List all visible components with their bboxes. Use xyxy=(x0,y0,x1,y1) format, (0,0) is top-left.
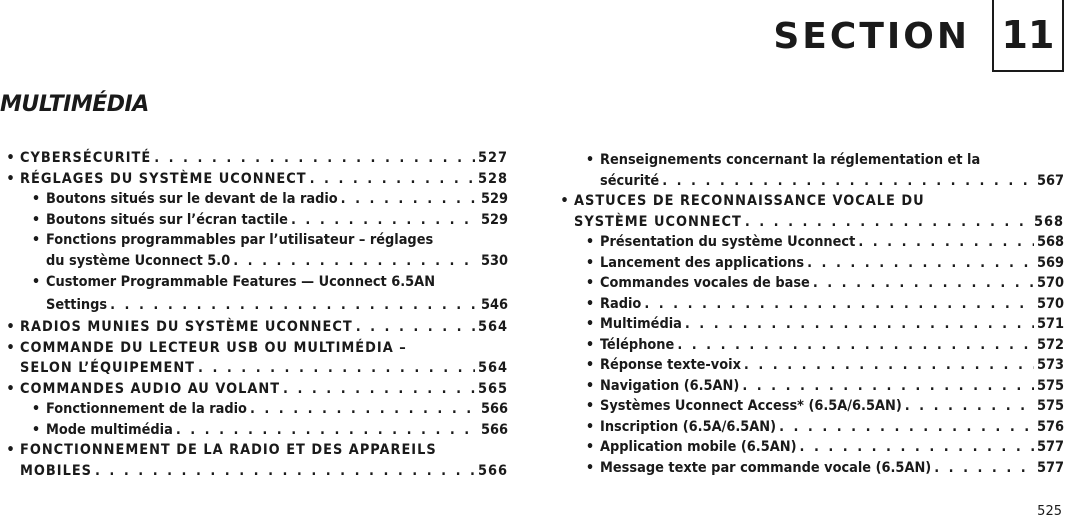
section-number-box xyxy=(992,0,1064,72)
toc-left-column xyxy=(4,148,508,481)
toc-entry[interactable] xyxy=(4,317,508,338)
bullet-icon: • xyxy=(585,275,595,291)
toc-entry-title: RADIOS MUNIES DU SYSTÈME UCONNECT xyxy=(20,319,353,335)
toc-entry-title: Réponse texte-voix xyxy=(600,357,741,373)
toc-entry[interactable] xyxy=(558,314,1064,335)
bullet-icon: • xyxy=(585,254,595,271)
toc-entry[interactable] xyxy=(558,437,1064,458)
bullet-icon: • xyxy=(31,421,41,438)
toc-entry-page: 564 xyxy=(477,319,508,335)
toc-entry-title: SELON L’ÉQUIPEMENT xyxy=(20,360,196,376)
section-label: SECTION xyxy=(773,16,970,57)
bullet-icon: • xyxy=(31,401,41,417)
toc-entry-page: 575 xyxy=(1036,377,1064,394)
toc-entry[interactable] xyxy=(558,232,1064,253)
toc-right-column xyxy=(558,150,1064,478)
bullet-icon: • xyxy=(6,442,16,458)
toc-entry-page: 568 xyxy=(1036,234,1064,250)
bullet-icon: • xyxy=(31,232,41,248)
toc-entry[interactable] xyxy=(558,294,1064,315)
toc-entry-page: 564 xyxy=(477,360,508,376)
toc-entry-title-line: FONCTIONNEMENT DE LA RADIO ET DES APPAREILS xyxy=(20,442,437,458)
toc-entry-title: Application mobile (6.5AN) xyxy=(600,439,797,455)
toc-entry-page: 528 xyxy=(477,170,508,187)
bullet-icon: • xyxy=(6,380,16,397)
page-title: MULTIMÉDIA xyxy=(0,92,149,117)
toc-entry[interactable] xyxy=(4,399,508,420)
toc-entry[interactable] xyxy=(558,396,1064,417)
toc-entry-page: 566 xyxy=(477,462,508,479)
bullet-icon: • xyxy=(585,357,595,373)
bullet-icon: • xyxy=(585,295,595,312)
toc-entry-title: Radio xyxy=(600,295,642,312)
toc-entry[interactable] xyxy=(4,379,508,400)
bullet-icon: • xyxy=(585,152,595,168)
toc-entry-title: COMMANDES AUDIO AU VOLANT xyxy=(20,380,281,397)
toc-entry-page: 546 xyxy=(480,297,508,313)
toc-entry-title: Multimédia xyxy=(600,316,682,332)
bullet-icon: • xyxy=(31,191,41,207)
toc-entry-title: Commandes vocales de base xyxy=(600,275,810,291)
toc-entry-page: 573 xyxy=(1036,357,1064,373)
toc-entry[interactable] xyxy=(4,271,508,317)
toc-entry-page: 568 xyxy=(1033,213,1064,230)
toc-entry-title: sécurité xyxy=(600,172,660,189)
bullet-icon: • xyxy=(6,339,16,356)
toc-entry[interactable] xyxy=(558,335,1064,356)
bullet-icon: • xyxy=(585,336,595,353)
toc-entry-title: Navigation (6.5AN) xyxy=(600,377,740,394)
toc-entry[interactable] xyxy=(558,191,1064,232)
toc-entry-page: 576 xyxy=(1036,418,1064,435)
bullet-icon: • xyxy=(6,150,16,166)
bullet-icon: • xyxy=(6,170,16,187)
toc-entry-page: 529 xyxy=(480,191,508,207)
bullet-icon: • xyxy=(560,193,570,209)
toc-entry[interactable] xyxy=(4,230,508,271)
toc-entry[interactable] xyxy=(558,150,1064,191)
toc-entry-page: 565 xyxy=(477,380,508,397)
toc-entry-page: 566 xyxy=(480,401,508,417)
bullet-icon: • xyxy=(585,377,595,394)
toc-entry[interactable] xyxy=(4,169,508,190)
toc-entry[interactable] xyxy=(558,376,1064,397)
toc-entry-page: 570 xyxy=(1036,295,1064,312)
toc-entry-page: 572 xyxy=(1036,336,1064,353)
toc-entry-page: 569 xyxy=(1036,254,1064,271)
toc-entry-title-line: COMMANDE DU LECTEUR USB OU MULTIMÉDIA – xyxy=(20,339,407,356)
toc-entry-title: MOBILES xyxy=(20,462,92,479)
toc-entry-title: RÉGLAGES DU SYSTÈME UCONNECT xyxy=(20,170,307,187)
toc-entry-page: 575 xyxy=(1036,398,1064,414)
toc-entry-title: Boutons situés sur l’écran tactile xyxy=(46,211,288,228)
toc-entry-page: 530 xyxy=(480,252,508,269)
toc-entry[interactable] xyxy=(4,338,508,379)
toc-entry[interactable] xyxy=(558,417,1064,438)
bullet-icon: • xyxy=(585,316,595,332)
toc-entry-title-line: Renseignements concernant la réglementation et la xyxy=(600,152,981,168)
toc-entry-page: 570 xyxy=(1036,275,1064,291)
toc-entry[interactable] xyxy=(4,148,508,169)
toc-entry-page: 567 xyxy=(1036,172,1064,189)
bullet-icon: • xyxy=(585,234,595,250)
section-header xyxy=(773,0,1064,76)
toc-entry[interactable] xyxy=(558,253,1064,274)
toc-entry-title: Présentation du système Uconnect xyxy=(600,234,856,250)
bullet-icon: • xyxy=(31,274,41,290)
toc-entry[interactable] xyxy=(4,440,508,481)
bullet-icon: • xyxy=(585,459,595,476)
toc-entry-title: Inscription (6.5A/6.5AN) xyxy=(600,418,777,435)
toc-entry-title: Boutons situés sur le devant de la radio xyxy=(46,191,338,207)
toc-entry-title: du système Uconnect 5.0 xyxy=(46,252,231,269)
section-number: 11 xyxy=(1001,13,1055,57)
toc-entry-title: Mode multimédia xyxy=(46,421,173,438)
toc-entry-page: 566 xyxy=(480,421,508,438)
toc-entry-page: 571 xyxy=(1036,316,1064,332)
bullet-icon: • xyxy=(31,211,41,228)
toc-entry[interactable] xyxy=(4,420,508,441)
bullet-icon: • xyxy=(585,398,595,414)
bullet-icon: • xyxy=(585,439,595,455)
toc-entry-title-line: Customer Programmable Features — Uconnect 6.5AN xyxy=(46,274,436,290)
toc-entry-title: Lancement des applications xyxy=(600,254,805,271)
toc-entry[interactable] xyxy=(558,355,1064,376)
toc-entry-title: Téléphone xyxy=(600,336,675,353)
toc-entry[interactable] xyxy=(558,273,1064,294)
toc-entry-title: Message texte par commande vocale (6.5AN) xyxy=(600,459,932,476)
toc-entry-title: CYBERSÉCURITÉ xyxy=(20,150,152,166)
toc-entry-title: Settings xyxy=(46,297,108,313)
toc-entry-title: Systèmes Uconnect Access* (6.5A/6.5AN) xyxy=(600,398,902,414)
page-number: 525 xyxy=(1037,504,1062,519)
toc-entry-page: 529 xyxy=(480,211,508,228)
bullet-icon: • xyxy=(585,418,595,435)
toc-entry[interactable] xyxy=(558,458,1064,479)
toc-entry-title-line: ASTUCES DE RECONNAISSANCE VOCALE DU xyxy=(574,193,925,209)
toc-entry-title-line: Fonctions programmables par l’utilisateur – réglages xyxy=(46,232,434,248)
toc-entry[interactable] xyxy=(4,210,508,231)
bullet-icon: • xyxy=(6,319,16,335)
toc-entry-title: SYSTÈME UCONNECT xyxy=(574,213,742,230)
toc-entry[interactable] xyxy=(4,189,508,210)
toc-entry-title: Fonctionnement de la radio xyxy=(46,401,247,417)
toc-entry-page: 577 xyxy=(1036,459,1064,476)
toc-entry-page: 577 xyxy=(1036,439,1064,455)
toc-entry-page: 527 xyxy=(477,150,508,166)
